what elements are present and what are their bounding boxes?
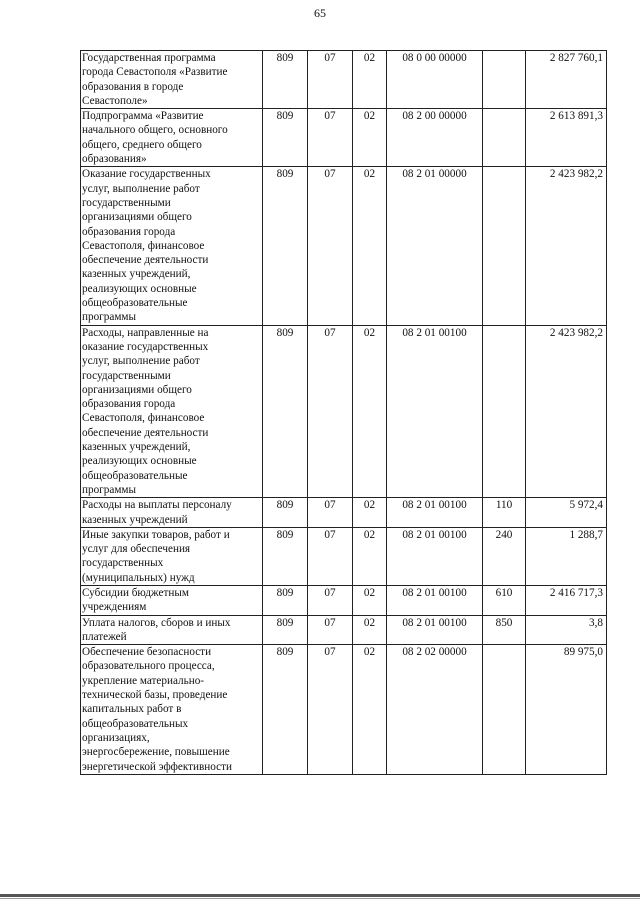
amount: 2 423 982,2 [526, 325, 607, 498]
amount: 3,8 [526, 615, 607, 645]
row-name [81, 585, 263, 615]
row-name-line: укрепление материально- [82, 674, 205, 687]
target-article-code: 08 2 02 00000 [387, 645, 483, 775]
subsection-code: 02 [353, 167, 387, 325]
row-name-line: начального общего, основного [82, 124, 228, 137]
row-name-line: Оказание государственных [82, 168, 211, 181]
expense-type-code: 610 [483, 585, 526, 615]
budget-table [80, 50, 607, 775]
target-article-code: 08 2 01 00100 [387, 615, 483, 645]
ministry-code: 809 [263, 109, 308, 167]
row-name-line: организациями общего [82, 383, 192, 396]
row-name-line: Субсидии бюджетным [82, 586, 189, 599]
row-name-line: (муниципальных) нужд [82, 571, 195, 584]
section-code: 07 [308, 498, 353, 528]
section-code: 07 [308, 109, 353, 167]
page-number: 65 [314, 6, 326, 20]
row-name-line: города Севастополя «Развитие [82, 66, 228, 79]
table-row [81, 615, 607, 645]
target-article-code: 08 2 01 00100 [387, 585, 483, 615]
section-code: 07 [308, 645, 353, 775]
ministry-code: 809 [263, 645, 308, 775]
ministry-code: 809 [263, 167, 308, 325]
row-name-line: услуг, выполнение работ [82, 355, 200, 368]
row-name-line: организациях, [82, 731, 150, 744]
table-row [81, 167, 607, 325]
subsection-code: 02 [353, 109, 387, 167]
row-name-line: Севастополя, финансовое [82, 239, 205, 252]
expense-type-code: 240 [483, 527, 526, 585]
subsection-code: 02 [353, 527, 387, 585]
subsection-code: 02 [353, 615, 387, 645]
target-article-code: 08 0 00 00000 [387, 51, 483, 109]
amount: 2 827 760,1 [526, 51, 607, 109]
row-name [81, 527, 263, 585]
table-row [81, 51, 607, 109]
row-name-line: государственными [82, 369, 171, 382]
ministry-code: 809 [263, 498, 308, 528]
ministry-code: 809 [263, 51, 308, 109]
target-article-code: 08 2 01 00100 [387, 498, 483, 528]
row-name-line: общеобразовательные [82, 297, 188, 310]
row-name-line: казенных учреждений [82, 513, 188, 526]
amount: 5 972,4 [526, 498, 607, 528]
row-name-line: реализующих основные [82, 282, 197, 295]
section-code: 07 [308, 527, 353, 585]
table-body [81, 51, 607, 775]
row-name-line: государственных [82, 557, 164, 570]
row-name-line: услуг для обеспечения [82, 543, 191, 556]
ministry-code: 809 [263, 615, 308, 645]
table-row [81, 645, 607, 775]
row-name [81, 167, 263, 325]
target-article-code: 08 2 01 00100 [387, 527, 483, 585]
expense-type-code: 850 [483, 615, 526, 645]
row-name-line: общеобразовательные [82, 469, 188, 482]
row-name [81, 109, 263, 167]
section-code: 07 [308, 167, 353, 325]
row-name-line: Уплата налогов, сборов и иных [82, 616, 231, 629]
target-article-code: 08 2 00 00000 [387, 109, 483, 167]
row-name-line: обеспечение деятельности [82, 254, 209, 267]
amount: 2 613 891,3 [526, 109, 607, 167]
ministry-code: 809 [263, 325, 308, 498]
row-name-line: казенных учреждений, [82, 441, 191, 454]
ministry-code: 809 [263, 585, 308, 615]
row-name [81, 51, 263, 109]
amount: 2 423 982,2 [526, 167, 607, 325]
row-name-line: общего, среднего общего [82, 138, 202, 151]
row-name-line: учреждениям [82, 601, 147, 614]
row-name-line: оказание государственных [82, 340, 209, 353]
row-name-line: образования города [82, 398, 176, 411]
amount: 2 416 717,3 [526, 585, 607, 615]
row-name-line: платежей [82, 630, 127, 643]
amount: 89 975,0 [526, 645, 607, 775]
expense-type-code [483, 325, 526, 498]
expense-type-code [483, 645, 526, 775]
table-row [81, 325, 607, 498]
row-name-line: Обеспечение безопасности [82, 646, 212, 659]
row-name-line: Севастополе» [82, 94, 148, 107]
row-name [81, 615, 263, 645]
row-name-line: Государственная программа [82, 52, 216, 64]
row-name-line: энергетической эффективности [82, 760, 232, 773]
row-name [81, 645, 263, 775]
row-name-line: Расходы, направленные на [82, 326, 209, 339]
row-name-line: Расходы на выплаты персоналу [82, 499, 232, 512]
target-article-code: 08 2 01 00000 [387, 167, 483, 325]
amount: 1 288,7 [526, 527, 607, 585]
ministry-code: 809 [263, 527, 308, 585]
row-name-line: обеспечение деятельности [82, 426, 209, 439]
row-name-line: программы [82, 483, 136, 496]
row-name-line: Севастополя, финансовое [82, 412, 205, 425]
section-code: 07 [308, 51, 353, 109]
target-article-code: 08 2 01 00100 [387, 325, 483, 498]
subsection-code: 02 [353, 645, 387, 775]
row-name-line: капитальных работ в [82, 703, 182, 716]
row-name-line: организациями общего [82, 211, 192, 224]
row-name-line: образовательного процесса, [82, 660, 215, 673]
row-name-line: образования в городе [82, 80, 184, 93]
row-name-line: государственными [82, 196, 171, 209]
section-code: 07 [308, 325, 353, 498]
row-name-line: образования города [82, 225, 176, 238]
subsection-code: 02 [353, 585, 387, 615]
row-name-line: технической базы, проведение [82, 689, 228, 702]
subsection-code: 02 [353, 325, 387, 498]
subsection-code: 02 [353, 498, 387, 528]
row-name-line: Подпрограмма «Развитие [82, 110, 204, 123]
table-row [81, 498, 607, 528]
row-name-line: образования» [82, 153, 147, 166]
section-code: 07 [308, 615, 353, 645]
row-name-line: казенных учреждений, [82, 268, 191, 281]
expense-type-code: 110 [483, 498, 526, 528]
row-name [81, 325, 263, 498]
row-name-line: общеобразовательных [82, 717, 189, 730]
row-name [81, 498, 263, 528]
row-name-line: энергосбережение, повышение [82, 746, 230, 759]
row-name-line: Иные закупки товаров, работ и [82, 528, 230, 541]
row-name-line: услуг, выполнение работ [82, 182, 200, 195]
table-row [81, 109, 607, 167]
row-name-line: программы [82, 311, 136, 324]
table-row [81, 585, 607, 615]
subsection-code: 02 [353, 51, 387, 109]
expense-type-code [483, 51, 526, 109]
row-name-line: реализующих основные [82, 455, 197, 468]
table-row [81, 527, 607, 585]
section-code: 07 [308, 585, 353, 615]
expense-type-code [483, 109, 526, 167]
expense-type-code [483, 167, 526, 325]
scan-edge [0, 894, 640, 897]
scan-edge-line [0, 898, 640, 899]
